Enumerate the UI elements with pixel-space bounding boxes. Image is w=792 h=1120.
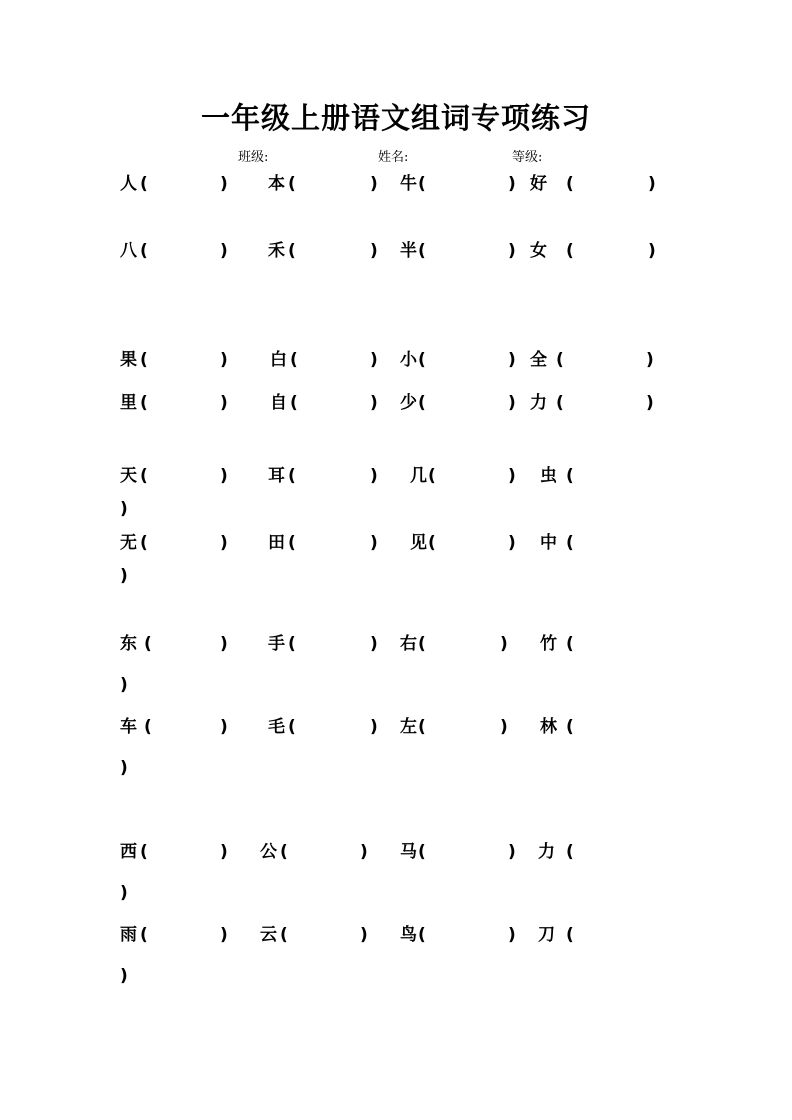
word-char: 手: [268, 634, 285, 654]
close-paren: ): [370, 717, 378, 737]
word-char: 小: [400, 350, 417, 370]
open-paren: (: [290, 350, 298, 370]
close-paren: ): [370, 393, 378, 413]
close-paren: ): [648, 241, 656, 261]
open-paren: (: [418, 925, 426, 945]
close-paren: ): [508, 842, 516, 862]
close-paren: ): [646, 350, 654, 370]
close-paren: ): [220, 174, 228, 194]
close-paren: ): [120, 675, 128, 695]
close-paren: ): [508, 174, 516, 194]
word-char: 田: [268, 533, 285, 553]
open-paren: (: [288, 634, 296, 654]
word-char: 车: [120, 717, 137, 737]
close-paren: ): [120, 566, 128, 586]
open-paren: (: [566, 842, 574, 862]
word-char: 刀: [538, 925, 555, 945]
close-paren: ): [220, 241, 228, 261]
word-char: 力: [530, 393, 547, 413]
word-char: 左: [400, 717, 417, 737]
close-paren: ): [120, 499, 128, 519]
open-paren: (: [140, 174, 148, 194]
open-paren: (: [418, 634, 426, 654]
word-char: 马: [400, 842, 417, 862]
open-paren: (: [288, 241, 296, 261]
word-char: 半: [400, 241, 417, 261]
word-char: 西: [120, 842, 137, 862]
word-char: 中: [540, 533, 557, 553]
open-paren: (: [140, 350, 148, 370]
open-paren: (: [144, 634, 152, 654]
close-paren: ): [360, 925, 368, 945]
open-paren: (: [280, 842, 288, 862]
word-char: 云: [260, 925, 277, 945]
close-paren: ): [500, 634, 508, 654]
close-paren: ): [648, 174, 656, 194]
close-paren: ): [220, 350, 228, 370]
word-char: 人: [120, 174, 137, 194]
open-paren: (: [280, 925, 288, 945]
word-char: 里: [120, 393, 137, 413]
close-paren: ): [220, 925, 228, 945]
close-paren: ): [220, 634, 228, 654]
close-paren: ): [508, 466, 516, 486]
open-paren: (: [556, 350, 564, 370]
open-paren: (: [566, 634, 574, 654]
open-paren: (: [290, 393, 298, 413]
word-char: 牛: [400, 174, 417, 194]
open-paren: (: [566, 241, 574, 261]
close-paren: ): [370, 350, 378, 370]
open-paren: (: [288, 717, 296, 737]
close-paren: ): [508, 925, 516, 945]
open-paren: (: [418, 174, 426, 194]
open-paren: (: [140, 466, 148, 486]
word-char: 耳: [268, 466, 285, 486]
word-char: 果: [120, 350, 137, 370]
open-paren: (: [556, 393, 564, 413]
word-char: 公: [260, 842, 277, 862]
open-paren: (: [566, 533, 574, 553]
close-paren: ): [220, 717, 228, 737]
word-char: 天: [120, 466, 137, 486]
close-paren: ): [646, 393, 654, 413]
open-paren: (: [288, 466, 296, 486]
word-char: 右: [400, 634, 417, 654]
close-paren: ): [370, 634, 378, 654]
word-char: 本: [268, 174, 285, 194]
page-title: 一年级上册语文组词专项练习: [200, 101, 591, 135]
open-paren: (: [418, 350, 426, 370]
word-char: 几: [410, 466, 427, 486]
open-paren: (: [140, 241, 148, 261]
word-char: 女: [530, 241, 547, 261]
word-char: 八: [120, 241, 137, 261]
word-char: 林: [540, 717, 557, 737]
close-paren: ): [508, 533, 516, 553]
name-label: 姓名:: [378, 150, 409, 165]
open-paren: (: [140, 925, 148, 945]
word-char: 鸟: [400, 925, 417, 945]
word-char: 雨: [120, 925, 137, 945]
close-paren: ): [220, 842, 228, 862]
open-paren: (: [418, 717, 426, 737]
open-paren: (: [566, 174, 574, 194]
word-char: 虫: [540, 466, 557, 486]
close-paren: ): [508, 350, 516, 370]
open-paren: (: [140, 393, 148, 413]
open-paren: (: [288, 533, 296, 553]
close-paren: ): [508, 393, 516, 413]
word-char: 东: [120, 634, 137, 654]
open-paren: (: [566, 925, 574, 945]
close-paren: ): [370, 466, 378, 486]
open-paren: (: [140, 533, 148, 553]
close-paren: ): [370, 174, 378, 194]
open-paren: (: [428, 533, 436, 553]
close-paren: ): [220, 393, 228, 413]
word-char: 自: [270, 393, 287, 413]
word-char: 全: [530, 350, 547, 370]
close-paren: ): [500, 717, 508, 737]
word-char: 竹: [540, 634, 557, 654]
word-char: 好: [530, 174, 547, 194]
word-char: 少: [400, 393, 417, 413]
close-paren: ): [220, 533, 228, 553]
class-label: 班级:: [238, 150, 269, 165]
open-paren: (: [144, 717, 152, 737]
word-char: 毛: [268, 717, 285, 737]
open-paren: (: [566, 717, 574, 737]
close-paren: ): [360, 842, 368, 862]
word-char: 白: [270, 350, 287, 370]
close-paren: ): [120, 966, 128, 986]
word-char: 禾: [268, 241, 285, 261]
word-char: 见: [410, 533, 427, 553]
close-paren: ): [508, 241, 516, 261]
word-char: 力: [538, 842, 555, 862]
close-paren: ): [370, 533, 378, 553]
open-paren: (: [288, 174, 296, 194]
close-paren: ): [370, 241, 378, 261]
open-paren: (: [418, 241, 426, 261]
open-paren: (: [140, 842, 148, 862]
close-paren: ): [120, 883, 128, 903]
open-paren: (: [566, 466, 574, 486]
close-paren: ): [220, 466, 228, 486]
word-char: 无: [120, 533, 137, 553]
open-paren: (: [428, 466, 436, 486]
grade-label: 等级:: [512, 150, 543, 165]
open-paren: (: [418, 393, 426, 413]
close-paren: ): [120, 758, 128, 778]
open-paren: (: [418, 842, 426, 862]
